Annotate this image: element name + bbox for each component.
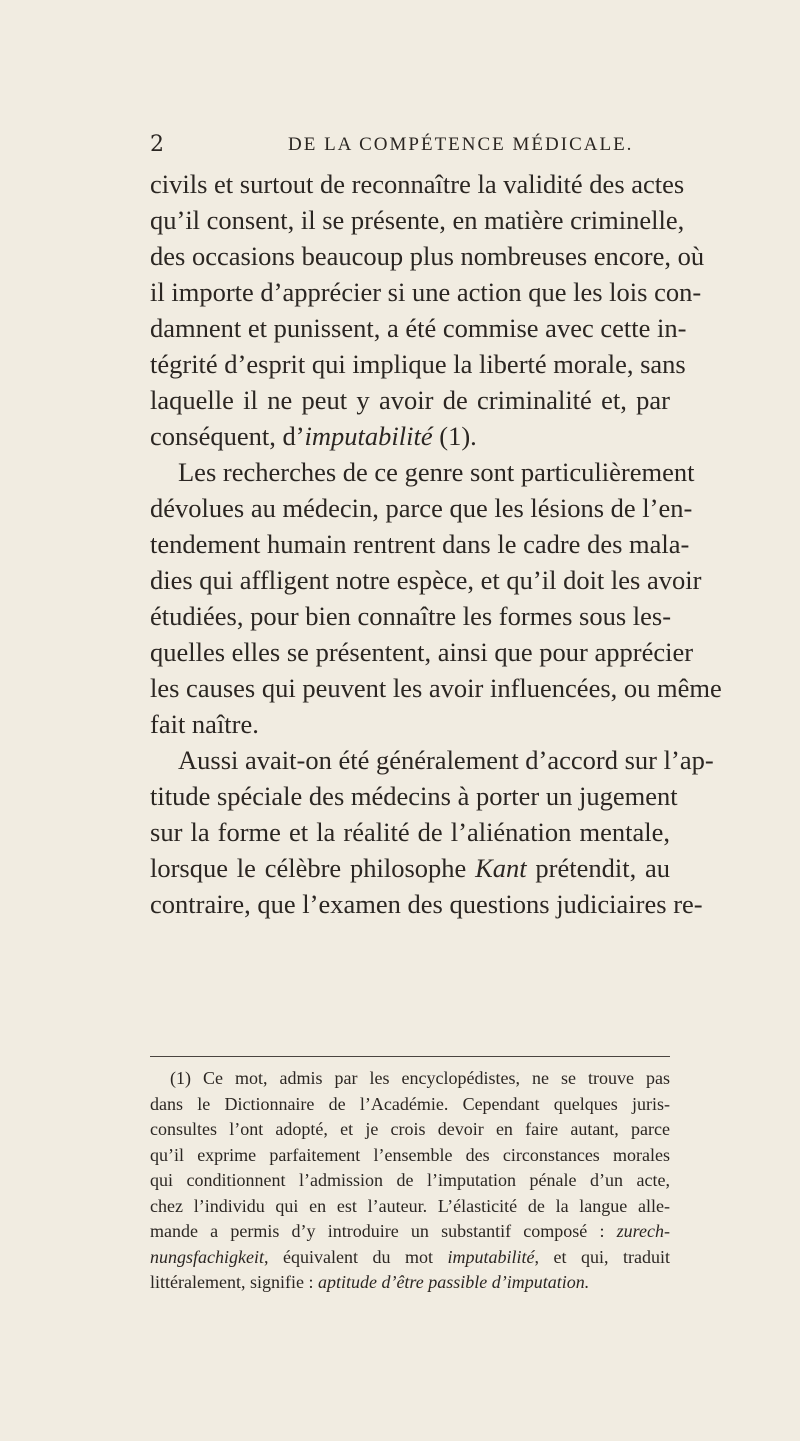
emphasis-kant: Kant	[475, 853, 527, 883]
text-line: Aussi avait-on été généralement d’accord sur l’ap-	[178, 745, 714, 775]
text-line	[150, 850, 670, 886]
emphasis-german-word: nungsfachigkeit	[150, 1246, 264, 1267]
text-line: dies qui affligent notre espèce, et qu’il doit les avoir	[150, 565, 702, 595]
emphasis-german-word: zurech-	[616, 1221, 670, 1241]
running-title: DE LA COMPÉTENCE MÉDICALE.	[288, 134, 634, 155]
page-number: 2	[150, 132, 165, 157]
text-segment: mande a permis d’y introduire un substantif composé :	[150, 1221, 617, 1241]
footnote-reference: (1).	[432, 421, 477, 451]
emphasis-imputabilite: imputabilité	[447, 1246, 535, 1267]
text-line: damnent et punissent, a été commise avec cette in-	[150, 313, 687, 343]
main-text	[150, 166, 722, 922]
footnote-line: dans le Dictionnaire de l’Académie. Cependant quelques juris-	[150, 1093, 670, 1114]
footnote-line: consultes l’ont adopté, et je crois devoir en faire autant, parce	[150, 1119, 670, 1139]
text-segment: , et qui, traduit	[534, 1246, 670, 1267]
text-line: tégrité d’esprit qui implique la liberté morale, sans	[150, 349, 686, 379]
footnote-line: (1) Ce mot, admis par les encyclopédistes, ne se trouve pas	[170, 1068, 670, 1088]
text-segment: littéralement, signifie :	[150, 1272, 318, 1292]
text-line: il importe d’apprécier si une action que les lois con-	[150, 277, 702, 307]
text-line: civils et surtout de reconnaître la validité des actes	[150, 169, 685, 199]
footnote-line: qui conditionnent l’admission de l’imputation pénale d’un acte,	[150, 1170, 670, 1190]
text-line: fait naître.	[150, 709, 259, 739]
text-line: quelles elles se présentent, ainsi que pour apprécier	[150, 637, 694, 667]
footnote-divider	[150, 1056, 670, 1057]
text-line: sur la forme et la réalité de l’aliénation mentale,	[150, 817, 670, 847]
footnote	[150, 1066, 670, 1296]
text-line	[150, 418, 670, 454]
text-line: qu’il consent, il se présente, en matière criminelle,	[150, 205, 685, 235]
text-line: des occasions beaucoup plus nombreuses encore, où	[150, 241, 705, 271]
footnote-line	[150, 1270, 670, 1296]
text-line: dévolues au médecin, parce que les lésions de l’en-	[150, 493, 693, 523]
text-segment: , équivalent du mot	[263, 1246, 448, 1267]
text-line: étudiées, pour bien connaître les formes sous les-	[150, 601, 672, 631]
text-line: laquelle il ne peut y avoir de criminalité et, par	[150, 385, 670, 415]
text-segment: lorsque le célèbre philosophe	[150, 853, 476, 883]
text-segment: conséquent, d’	[150, 421, 305, 451]
footnote-line	[150, 1245, 670, 1271]
emphasis-definition: aptitude d’être passible d’imputation.	[317, 1272, 590, 1292]
text-line: contraire, que l’examen des questions judiciaires re-	[150, 889, 703, 919]
text-line: Les recherches de ce genre sont particulièrement	[178, 457, 695, 487]
page-header	[150, 132, 670, 166]
footnote-line: qu’il exprime parfaitement l’ensemble des circonstances morales	[150, 1144, 670, 1165]
emphasis-imputabilite: imputabilité	[304, 421, 433, 451]
text-line: titude spéciale des médecins à porter un jugement	[150, 781, 678, 811]
text-segment: prétendit, au	[526, 853, 671, 883]
text-line: les causes qui peuvent les avoir influencées, ou même	[150, 673, 722, 703]
footnote-line: chez l’individu qui en est l’auteur. L’élasticité de la langue alle-	[150, 1195, 670, 1216]
text-line: tendement humain rentrent dans le cadre des mala-	[150, 529, 690, 559]
footnote-line	[150, 1219, 670, 1245]
